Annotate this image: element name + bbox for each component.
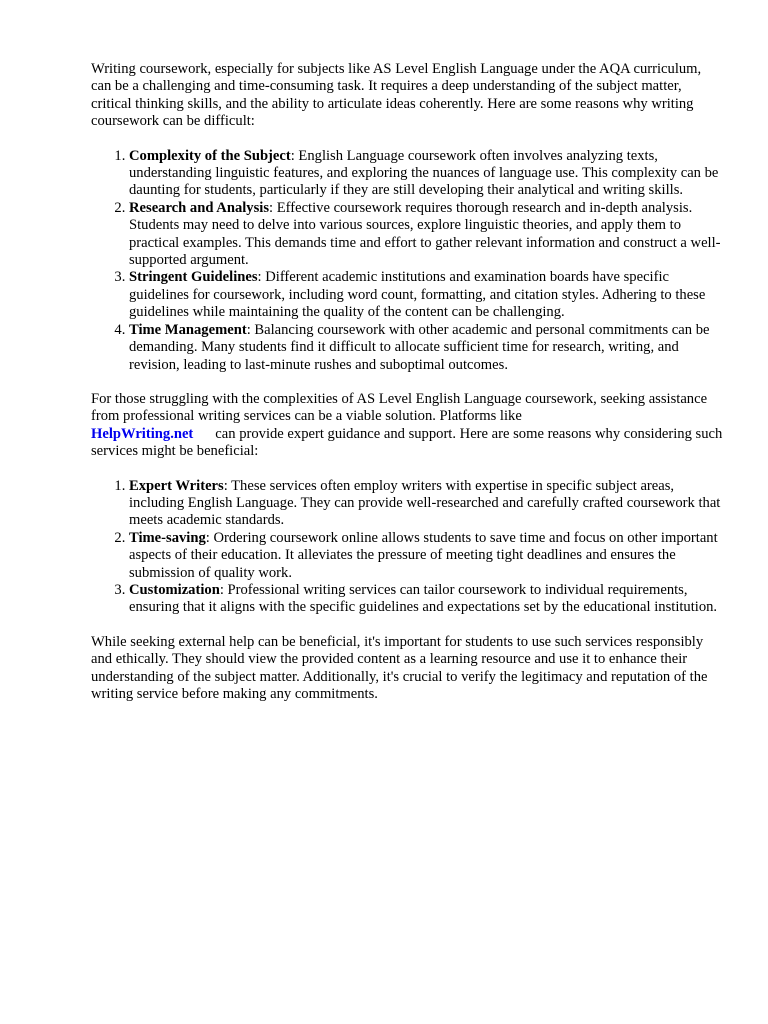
item-text: : Balancing coursework with other academic and personal commitments can be demanding. Many students find it difficult to allocate sufficient time for research, writing, and revision, leading to last-minute rushes and suboptimal outcomes.	[129, 321, 710, 373]
item-title: Time-saving	[129, 529, 206, 546]
item-title: Research and Analysis	[129, 199, 270, 216]
item-title: Customization	[129, 581, 220, 598]
difficulties-list	[91, 148, 723, 374]
closing-paragraph: While seeking external help can be beneficial, it's important for students to use such services responsibly and ethically. They should view the provided content as a learning resource and use it to enhance their understanding of the subject matter. Additionally, it's crucial to verify the legitimacy and reputation of the writing service before making any commitments.	[91, 633, 708, 702]
item-text: : Professional writing services can tailor coursework to individual requirements, ensuring that it aligns with the specific guidelines and expectations set by the educational institution.	[129, 581, 718, 616]
services-text-before: For those struggling with the complexities of AS Level English Language coursework, seeking assistance from professional writing services can be a viable solution. Platforms like	[91, 390, 708, 425]
list-item	[129, 322, 723, 374]
item-text: : Different academic institutions and examination boards have specific guidelines for coursework, including word count, formatting, and citation styles. Adhering to these guidelines while maintaining the quality of the content can be challenging.	[129, 269, 706, 321]
item-title: Expert Writers	[129, 477, 224, 494]
services-text-after: can provide expert guidance and support. Here are some reasons why considering such services might be beneficial:	[91, 425, 723, 460]
item-title: Time Management	[129, 321, 247, 338]
item-text: : These services often employ writers with expertise in specific subject areas, including English Language. They can provide well-researched and carefully crafted coursework that meets academic standards.	[129, 477, 721, 529]
list-item	[129, 478, 723, 530]
item-text: : Effective coursework requires thorough research and in-depth analysis. Students may need to delve into various sources, explore linguistic theories, and apply them to practical examples. This demands time and effort to gather relevant information and construct a well-supported argument.	[129, 199, 721, 269]
item-text: : Ordering coursework online allows students to save time and focus on other important aspects of their education. It alleviates the pressure of meeting tight deadlines and ensures the submission of quality work.	[129, 529, 718, 581]
document-body	[91, 61, 723, 720]
list-item	[129, 200, 723, 270]
benefits-list	[91, 478, 723, 617]
item-text: : English Language coursework often involves analyzing texts, understanding linguistic features, and exploring the nuances of language use. This complexity can be daunting for students, particularly if they are still developing their analytical and writing skills.	[129, 147, 719, 199]
helpwriting-link[interactable]: HelpWriting.net	[91, 425, 194, 442]
item-title: Complexity of the Subject	[129, 147, 291, 164]
item-title: Stringent Guidelines	[129, 269, 258, 286]
list-item	[129, 269, 723, 321]
services-paragraph	[91, 391, 723, 461]
list-item	[129, 530, 723, 582]
list-item	[129, 582, 723, 617]
intro-paragraph: Writing coursework, especially for subjects like AS Level English Language under the AQA curriculum, can be a challenging and time-consuming task. It requires a deep understanding of the subject matter, critical thinking skills, and the ability to articulate ideas coherently. Here are some reasons why writing coursework can be difficult:	[91, 61, 702, 130]
list-item	[129, 148, 723, 200]
